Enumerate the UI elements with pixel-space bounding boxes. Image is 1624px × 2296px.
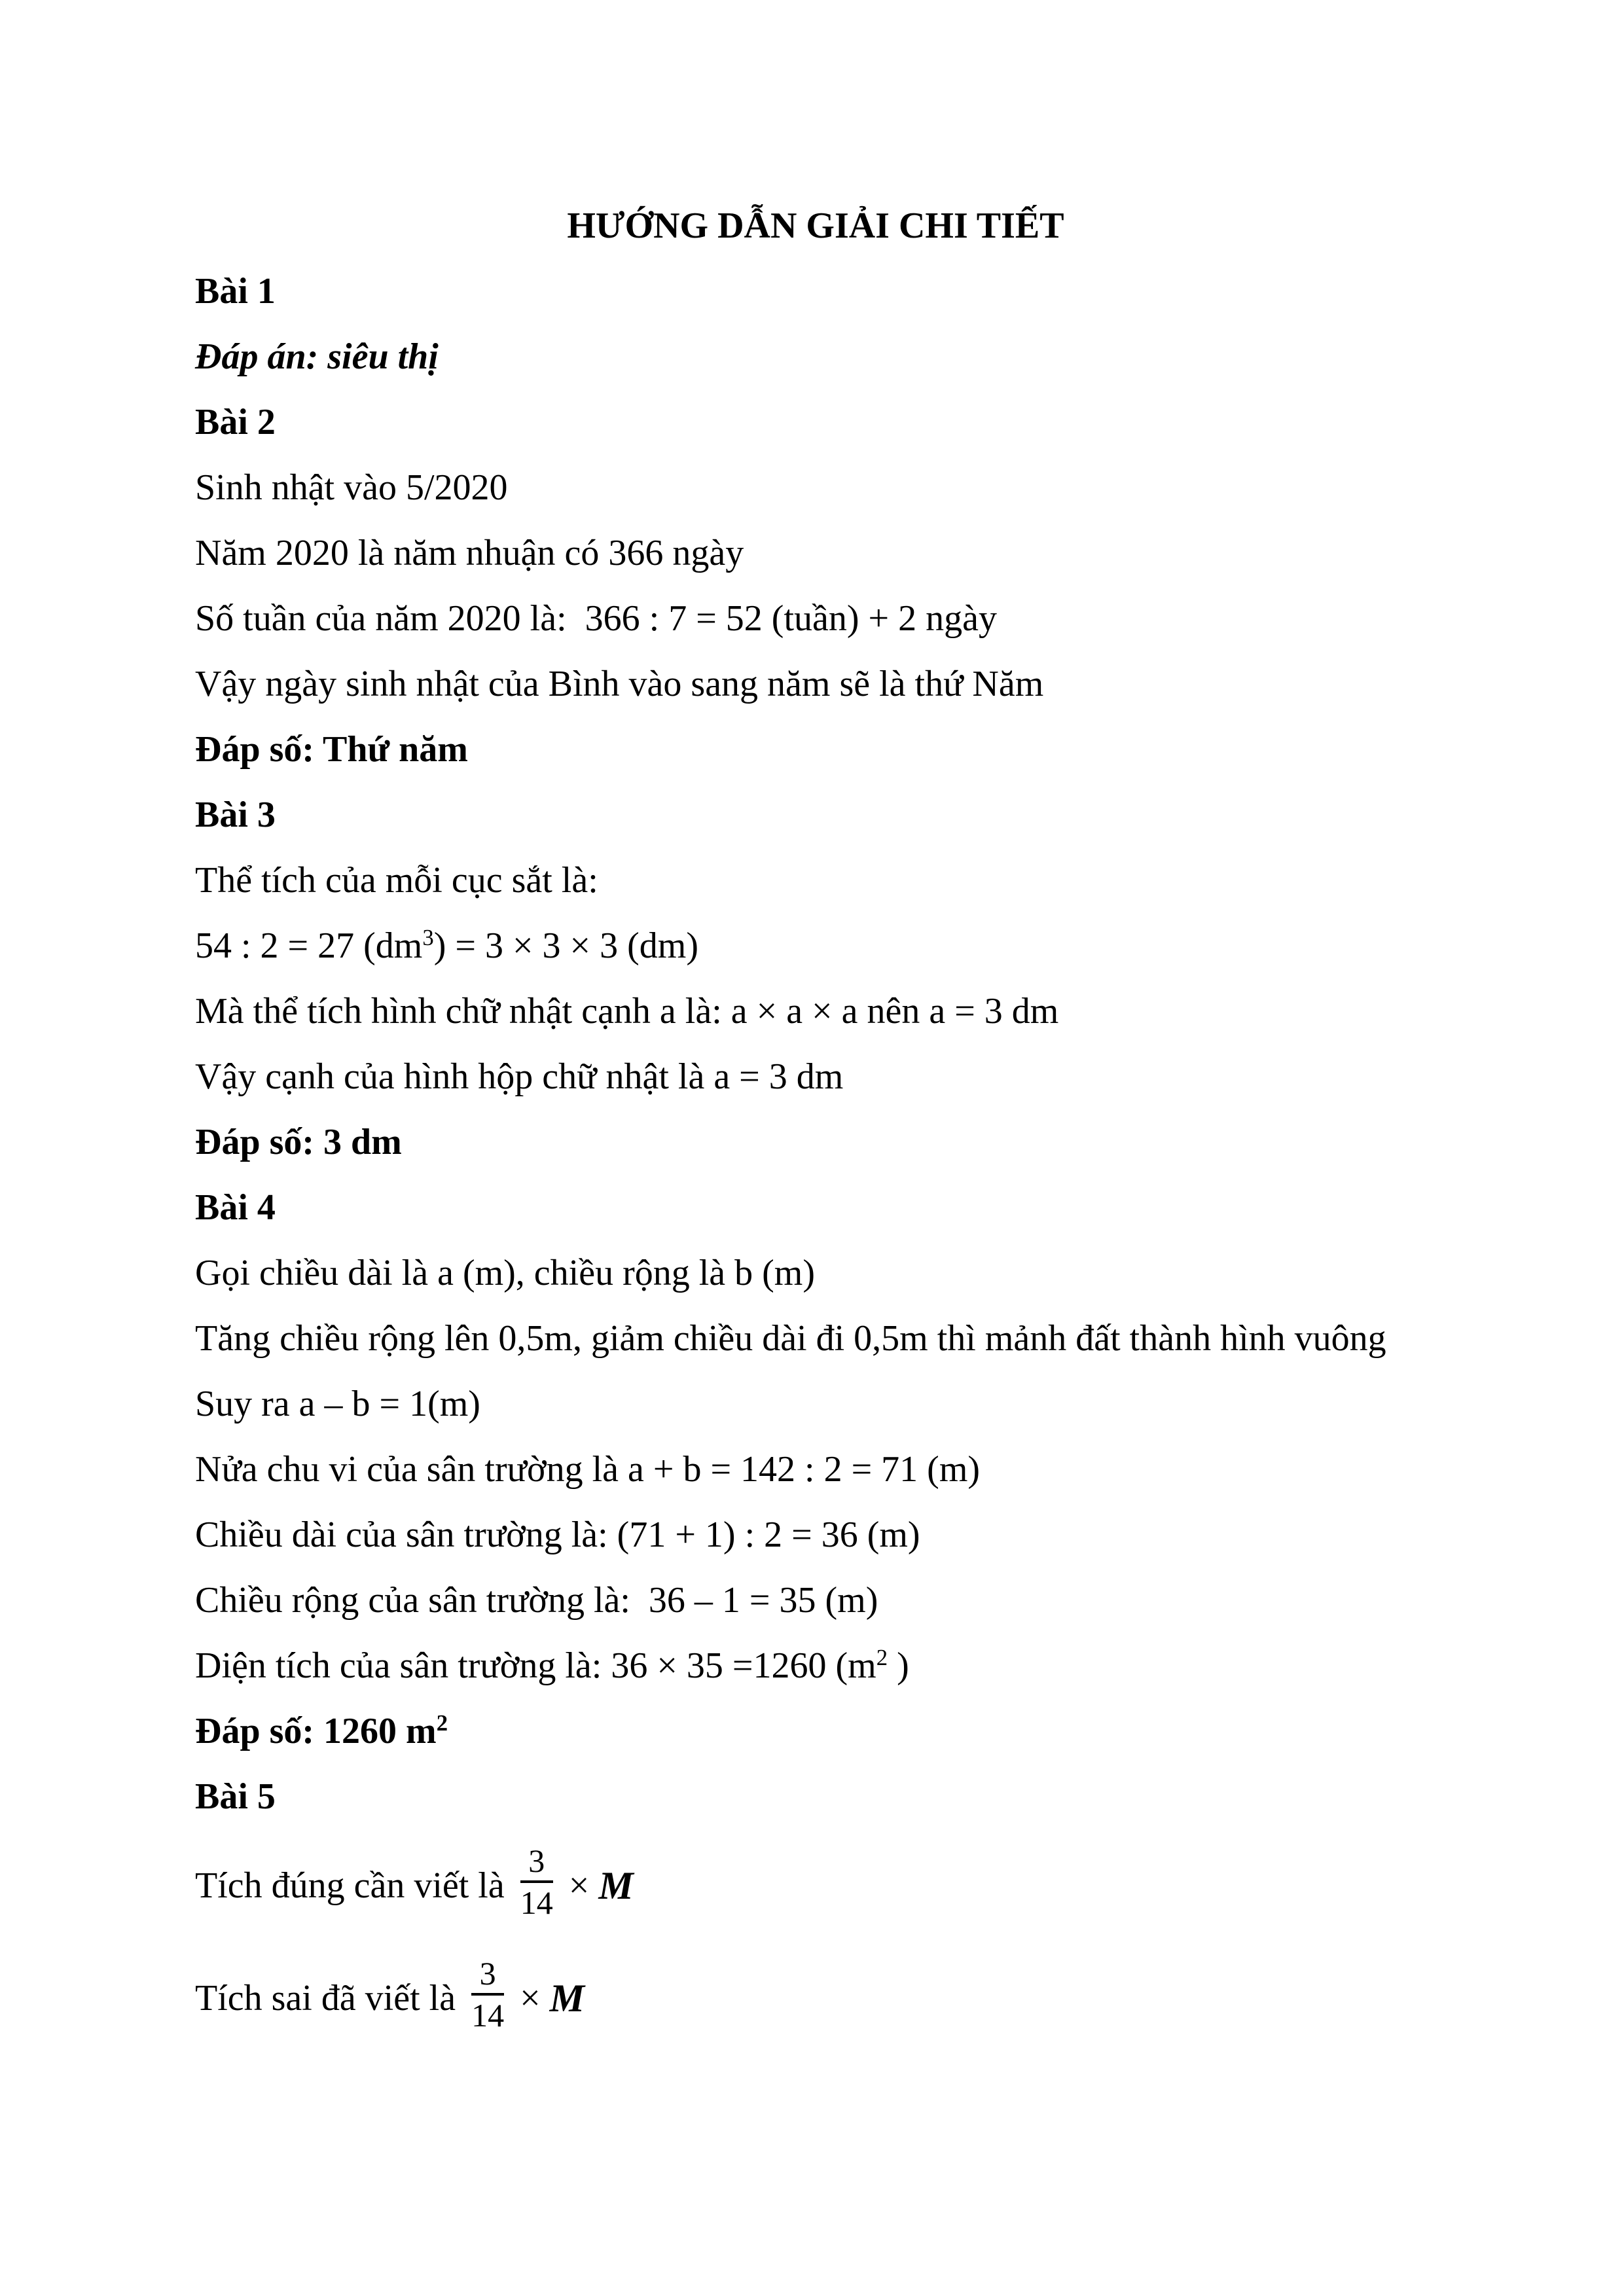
math-variable: M (598, 1863, 634, 1907)
text-line (195, 1175, 1436, 1240)
superscript: 2 (436, 1710, 448, 1736)
text-line (195, 717, 1436, 782)
text-segment: × (511, 1978, 550, 2018)
text-segment: Mà thể tích hình chữ nhật cạnh a là: a × a × a nên a = 3 dm (195, 991, 1059, 1031)
text-segment: Đáp số: Thứ năm (195, 729, 468, 770)
paragraph-list (195, 259, 1436, 2054)
text-segment: Diện tích của sân trường là: 36 × 35 =1260 (m (195, 1645, 876, 1686)
text-line (195, 455, 1436, 520)
text-segment: Sinh nhật vào 5/2020 (195, 467, 508, 508)
text-segment: Đáp số: 1260 m (195, 1711, 437, 1751)
text-segment: Nửa chu vi của sân trường là a + b = 142 : 2 = 71 (m) (195, 1449, 981, 1490)
superscript: 3 (422, 924, 434, 950)
fraction-numerator: 3 (479, 1955, 496, 1992)
text-line (195, 520, 1436, 586)
fraction (520, 1843, 553, 1920)
text-segment: Tăng chiều rộng lên 0,5m, giảm chiều dài đi 0,5m thì mảnh đất thành hình vuông (195, 1318, 1386, 1359)
text-segment: Bài 2 (195, 402, 276, 442)
text-line (195, 1240, 1436, 1306)
text-line (195, 651, 1436, 717)
text-line (195, 1437, 1436, 1502)
text-segment: Tích sai đã viết là (195, 1978, 465, 2018)
text-segment: Đáp án: siêu thị (195, 336, 439, 377)
text-segment: Năm 2020 là năm nhuận có 366 ngày (195, 533, 744, 573)
text-segment: Suy ra a – b = 1(m) (195, 1384, 480, 1424)
text-segment: Chiều rộng của sân trường là: 36 – 1 = 35 (m) (195, 1580, 878, 1621)
math-variable: M (549, 1976, 585, 2020)
fraction (471, 1956, 504, 2033)
text-line (195, 1942, 1436, 2054)
text-segment: Đáp số: 3 dm (195, 1122, 402, 1162)
text-line (195, 1633, 1436, 1698)
document-title: HƯỚNG DẪN GIẢI CHI TIẾT (567, 206, 1064, 246)
text-segment: ) = 3 × 3 × 3 (dm) (433, 925, 698, 966)
superscript: 2 (876, 1644, 888, 1670)
fraction-bar (471, 1993, 504, 1996)
text-line (195, 389, 1436, 455)
text-segment: Số tuần của năm 2020 là: 366 : 7 = 52 (tuần) + 2 ngày (195, 598, 997, 639)
text-segment: Bài 1 (195, 271, 276, 312)
text-segment: Gọi chiều dài là a (m), chiều rộng là b (m) (195, 1253, 815, 1293)
text-line (195, 1502, 1436, 1568)
text-line (195, 782, 1436, 848)
text-line (195, 1568, 1436, 1633)
text-line (195, 1698, 1436, 1764)
text-segment: Tích đúng cần viết là (195, 1865, 514, 1906)
text-line (195, 913, 1436, 978)
text-line (195, 978, 1436, 1044)
text-segment: Vậy ngày sinh nhật của Bình vào sang năm sẽ là thứ Năm (195, 664, 1044, 704)
text-line (195, 324, 1436, 389)
text-line (195, 586, 1436, 651)
text-segment: Thể tích của mỗi cục sắt là: (195, 860, 598, 901)
text-segment: ) (888, 1645, 909, 1686)
text-segment: Bài 3 (195, 795, 276, 835)
text-segment: × (559, 1865, 599, 1906)
text-line (195, 1371, 1436, 1437)
text-line (195, 1829, 1436, 1942)
fraction-numerator: 3 (528, 1842, 545, 1879)
text-segment: Bài 5 (195, 1776, 276, 1817)
text-line (195, 259, 1436, 324)
fraction-denominator: 14 (520, 1884, 553, 1921)
fraction-denominator: 14 (471, 1997, 505, 2034)
document-content (195, 193, 1436, 2054)
fraction-bar (520, 1880, 553, 1883)
text-segment: Bài 4 (195, 1187, 276, 1228)
text-line (195, 1764, 1436, 1829)
text-line (195, 1306, 1436, 1371)
text-line (195, 1109, 1436, 1175)
text-segment: Chiều dài của sân trường là: (71 + 1) : 2 = 36 (m) (195, 1515, 920, 1555)
text-segment: Vậy cạnh của hình hộp chữ nhật là a = 3 dm (195, 1056, 844, 1097)
text-line (195, 1044, 1436, 1109)
text-line (195, 848, 1436, 913)
text-segment: 54 : 2 = 27 (dm (195, 925, 423, 966)
